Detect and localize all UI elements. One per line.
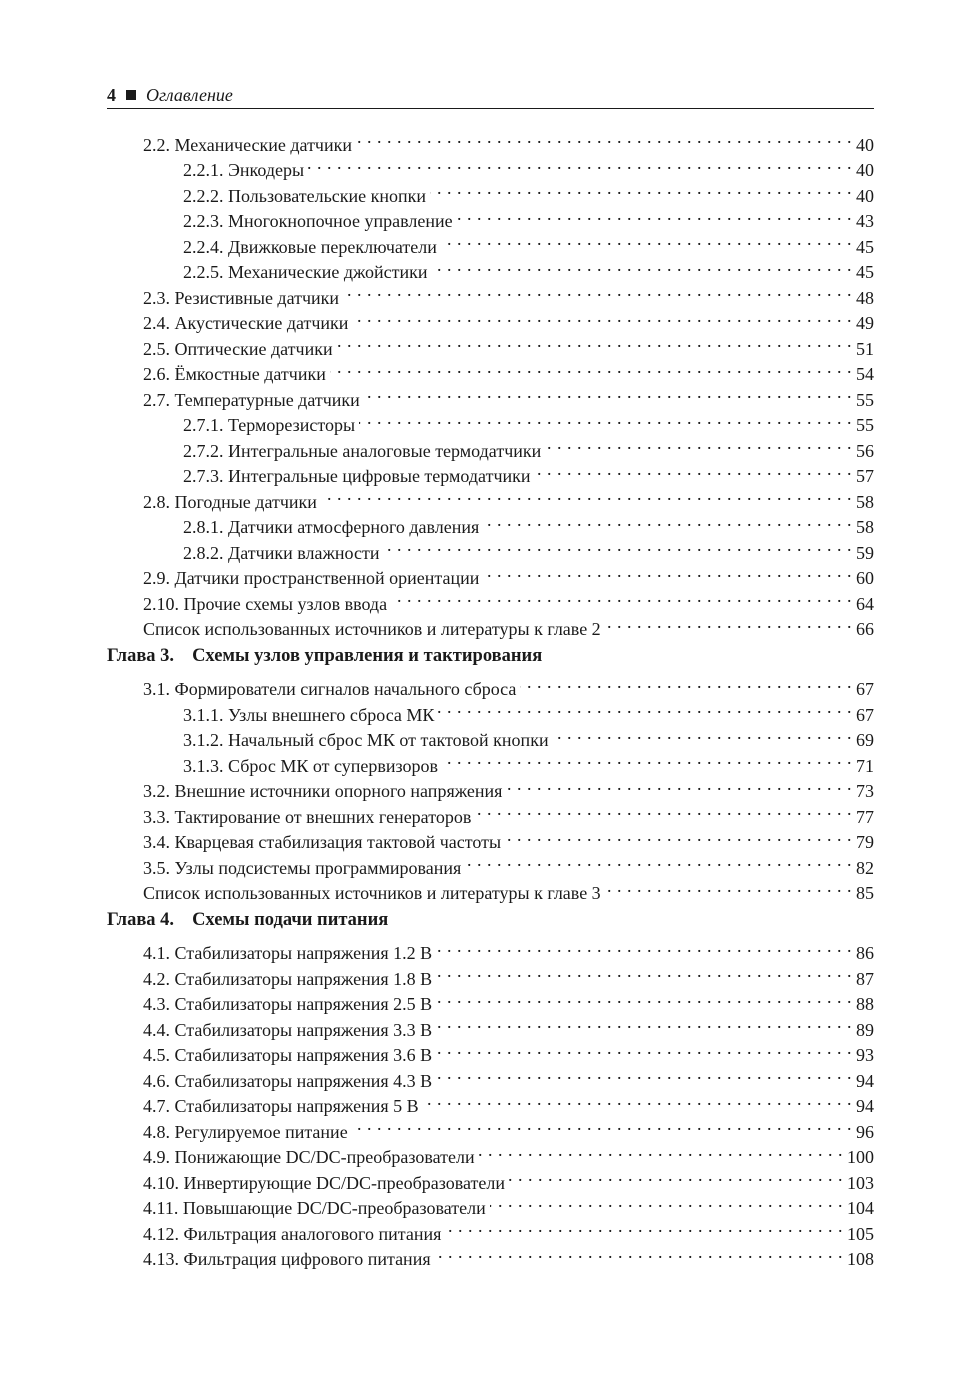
toc-entry-page: 40 <box>856 134 874 155</box>
toc-entry-title: 2.5. Оптические датчики <box>143 338 333 359</box>
toc-entry-page: 86 <box>856 943 874 963</box>
toc-entry-page: 85 <box>856 883 874 903</box>
dot-leader <box>505 823 852 849</box>
dot-leader <box>330 355 852 381</box>
toc-entry-page: 89 <box>856 1019 874 1040</box>
toc-entry-title: 2.6. Ёмкостные датчики <box>143 364 326 384</box>
chapter-heading-3[interactable] <box>107 644 874 670</box>
dot-leader <box>321 482 852 508</box>
toc-entry-page: 59 <box>856 542 874 563</box>
toc-entry-title: 3.2. Внешние источники опорного напряжения <box>143 781 503 801</box>
toc-entry-title: 3.1.1. Узлы внешнего сброса МК <box>183 704 435 725</box>
toc-entry-title: 3.3. Тактирование от внешних генераторов <box>143 806 472 827</box>
toc-entry-page: 58 <box>856 491 874 512</box>
toc-entry-page: 73 <box>856 781 874 801</box>
toc-entry-title: Список использованных источников и литературы к главе 3 <box>143 883 601 903</box>
toc-entry[interactable] <box>107 125 874 155</box>
toc-entry-page: 60 <box>856 568 874 588</box>
toc-entry-page: 66 <box>856 619 874 639</box>
dot-leader <box>553 721 852 747</box>
toc-entry-page: 94 <box>856 1070 874 1091</box>
toc-entry-page: 57 <box>856 466 874 486</box>
toc-entry-page: 96 <box>856 1121 874 1142</box>
toc-entry-title: 2.8.2. Датчики влажности <box>183 542 380 563</box>
dot-leader <box>605 610 852 636</box>
toc-entry-title: 4.3. Стабилизаторы напряжения 2.5 В <box>143 994 433 1014</box>
dot-leader <box>436 1036 852 1062</box>
toc-entry-title: 4.8. Регулируемое питание <box>143 1121 348 1142</box>
toc-entry-title: 2.7. Температурные датчики <box>143 389 360 410</box>
toc-entry-page: 93 <box>856 1045 874 1065</box>
dot-leader <box>435 1240 843 1266</box>
toc-entry-page: 54 <box>856 364 874 384</box>
dot-leader <box>457 202 852 228</box>
toc-entry-title: 2.2.2. Пользовательские кнопки <box>183 185 427 206</box>
toc-entry-title: 2.7.1. Терморезисторы <box>183 415 356 435</box>
toc-entry-page: 55 <box>856 389 874 410</box>
toc-entry-page: 79 <box>856 832 874 852</box>
toc-entry-page: 104 <box>847 1198 874 1218</box>
toc-entry-title: 3.4. Кварцевая стабилизация тактовой частоты <box>143 832 502 852</box>
table-of-contents <box>107 125 874 1269</box>
toc-entry-title: 4.9. Понижающие DC/DC-преобразователи <box>143 1147 475 1167</box>
dot-leader <box>475 797 852 823</box>
toc-entry-page: 45 <box>856 262 874 282</box>
toc-entry[interactable] <box>107 670 874 699</box>
toc-entry-title: 4.7. Стабилизаторы напряжения 5 В <box>143 1096 419 1116</box>
toc-entry-title: 2.4. Акустические датчики <box>143 313 349 333</box>
dot-leader <box>490 1189 843 1215</box>
toc-entry-title: 2.7.2. Интегральные аналоговые термодатчики <box>183 440 542 461</box>
toc-entry-page: 55 <box>856 415 874 435</box>
toc-entry-page: 40 <box>856 185 874 206</box>
toc-entry-title: 4.13. Фильтрация цифрового питания <box>143 1249 431 1269</box>
toc-entry-title: 4.5. Стабилизаторы напряжения 3.6 В <box>143 1045 433 1065</box>
toc-entry-title: 2.2.3. Многокнопочное управление <box>183 211 453 231</box>
dot-leader <box>352 304 852 330</box>
dot-leader <box>483 559 852 585</box>
dot-leader <box>605 874 852 900</box>
toc-entry-page: 87 <box>856 968 874 989</box>
toc-entry-title: 2.9. Датчики пространственной ориентации <box>143 568 480 588</box>
toc-entry-page: 94 <box>856 1096 874 1116</box>
toc-entry-title: 2.8.1. Датчики атмосферного давления <box>183 517 480 537</box>
dot-leader <box>423 1087 852 1113</box>
toc-entry-page: 64 <box>856 593 874 614</box>
chapter-heading-4[interactable] <box>107 908 874 934</box>
dot-leader <box>364 380 852 406</box>
toc-entry-title: 4.12. Фильтрация аналогового питания <box>143 1223 442 1244</box>
toc-entry-title: Список использованных источников и литературы к главе 2 <box>143 619 601 639</box>
toc-entry-title: 2.2.5. Механические джойстики <box>183 262 428 282</box>
dot-leader <box>432 253 852 279</box>
toc-entry-title: 4.10. Инвертирующие DC/DC-преобразователи <box>143 1172 506 1193</box>
page-number: 4 <box>107 84 116 105</box>
dot-leader <box>535 457 852 483</box>
toc-section-chapter-2 <box>107 125 874 639</box>
chapter-label: Глава 4. <box>107 910 175 930</box>
toc-entry-title: 2.2.1. Энкодеры <box>183 160 305 180</box>
dot-leader <box>383 533 852 559</box>
dot-leader <box>520 670 852 696</box>
running-title: Оглавление <box>146 84 233 105</box>
dot-leader <box>445 1214 843 1240</box>
dot-leader <box>479 1138 843 1164</box>
dot-leader <box>352 1112 852 1138</box>
toc-entry-title: 3.1.3. Сброс МК от супервизоров <box>183 755 438 776</box>
page-header <box>107 82 874 109</box>
chapter-title: Схемы узлов управления и тактирования <box>192 646 543 666</box>
dot-leader <box>308 151 852 177</box>
chapter-label: Глава 3. <box>107 646 175 666</box>
toc-entry-title: 4.2. Стабилизаторы напряжения 1.8 В <box>143 968 433 989</box>
toc-entry-page: 49 <box>856 313 874 333</box>
toc-entry-title: 4.1. Стабилизаторы напряжения 1.2 В <box>143 943 433 963</box>
dot-leader <box>436 985 852 1011</box>
toc-entry-page: 103 <box>847 1172 874 1193</box>
dot-leader <box>337 329 852 355</box>
toc-entry-page: 105 <box>847 1223 874 1244</box>
dot-leader <box>391 584 852 610</box>
toc-entry[interactable] <box>107 934 874 963</box>
toc-entry-title: 4.6. Стабилизаторы напряжения 4.3 В <box>143 1070 433 1091</box>
dot-leader <box>545 431 852 457</box>
toc-entry-page: 67 <box>856 704 874 725</box>
toc-entry-page: 82 <box>856 857 874 878</box>
toc-entry-title: 3.1.2. Начальный сброс МК от тактовой кнопки <box>183 730 549 750</box>
dot-leader <box>509 1163 843 1189</box>
toc-entry-title: 2.3. Резистивные датчики <box>143 287 340 308</box>
dot-leader <box>441 227 852 253</box>
toc-entry-page: 51 <box>856 338 874 359</box>
toc-entry-page: 71 <box>856 755 874 776</box>
toc-section-chapter-4 <box>107 934 874 1269</box>
toc-entry-page: 69 <box>856 730 874 750</box>
dot-leader <box>430 176 852 202</box>
toc-entry-page: 88 <box>856 994 874 1014</box>
toc-entry-page: 58 <box>856 517 874 537</box>
toc-entry-title: 3.1. Формирователи сигналов начального сброса <box>143 679 517 699</box>
chapter-title: Схемы подачи питания <box>192 910 389 930</box>
dot-leader <box>436 934 852 960</box>
toc-entry-page: 40 <box>856 160 874 180</box>
dot-leader <box>438 695 852 721</box>
toc-entry-page: 43 <box>856 211 874 231</box>
toc-entry-page: 56 <box>856 440 874 461</box>
dot-leader <box>465 848 852 874</box>
toc-entry-title: 2.8. Погодные датчики <box>143 491 317 512</box>
dot-leader <box>436 959 852 985</box>
toc-entry-page: 77 <box>856 806 874 827</box>
toc-entry-page: 48 <box>856 287 874 308</box>
dot-leader <box>506 772 852 798</box>
dot-leader <box>359 406 852 432</box>
dot-leader <box>436 1010 852 1036</box>
dot-leader <box>343 278 852 304</box>
dot-leader <box>436 1061 852 1087</box>
dot-leader <box>442 746 852 772</box>
toc-entry-title: 2.2.4. Движковые переключатели <box>183 236 437 257</box>
toc-entry-page: 45 <box>856 236 874 257</box>
toc-entry-title: 4.11. Повышающие DC/DC-преобразователи <box>143 1198 486 1218</box>
toc-entry-title: 2.2. Механические датчики <box>143 134 352 155</box>
square-bullet-icon <box>126 90 136 100</box>
dot-leader <box>483 508 852 534</box>
dot-leader <box>356 125 852 151</box>
toc-entry-title: 4.4. Стабилизаторы напряжения 3.3 В <box>143 1019 433 1040</box>
toc-entry-title: 2.7.3. Интегральные цифровые термодатчики <box>183 466 531 486</box>
toc-entry-page: 67 <box>856 679 874 699</box>
toc-section-chapter-3 <box>107 670 874 903</box>
toc-entry-title: 2.10. Прочие схемы узлов ввода <box>143 593 388 614</box>
toc-entry-title: 3.5. Узлы подсистемы программирования <box>143 857 462 878</box>
toc-entry-page: 108 <box>847 1249 874 1269</box>
toc-entry-page: 100 <box>847 1147 874 1167</box>
